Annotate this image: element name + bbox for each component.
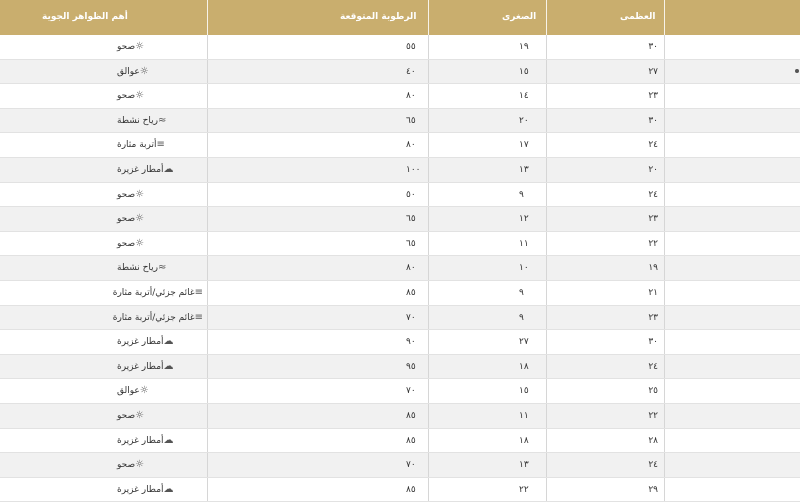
weather-content bbox=[117, 207, 146, 232]
weather-content bbox=[117, 478, 176, 502]
sun-icon: ☼ bbox=[135, 41, 145, 52]
humidity-cell: ٨٥ bbox=[406, 484, 416, 495]
min-temp-cell: ٩ bbox=[519, 312, 524, 323]
column-divider bbox=[664, 453, 665, 478]
table-row bbox=[0, 404, 800, 429]
min-temp-cell: ١٤ bbox=[519, 91, 529, 102]
weather-label: عوالق bbox=[117, 386, 140, 397]
humidity-cell: ٦٥ bbox=[406, 238, 416, 249]
weather-cell bbox=[0, 207, 205, 232]
weather-label: أتربة مثارة bbox=[117, 140, 157, 151]
weather-content bbox=[117, 158, 176, 183]
weather-content bbox=[117, 84, 146, 109]
max-temp-cell: ٢٥ bbox=[648, 386, 658, 397]
column-divider bbox=[207, 60, 208, 85]
column-divider bbox=[207, 404, 208, 429]
column-divider bbox=[664, 35, 665, 60]
humidity-cell: ٤٠ bbox=[406, 66, 416, 77]
column-divider bbox=[207, 207, 208, 232]
weather-content bbox=[117, 183, 146, 208]
wind-icon: ≈ bbox=[158, 262, 167, 274]
column-divider bbox=[207, 109, 208, 134]
weather-cell bbox=[0, 478, 205, 502]
max-temp-cell: ٢٤ bbox=[648, 361, 658, 372]
column-divider bbox=[546, 84, 547, 109]
min-temp-cell: ١٣ bbox=[519, 165, 529, 175]
column-divider bbox=[207, 355, 208, 380]
humidity-cell: ٨٥ bbox=[406, 411, 416, 421]
weather-cell bbox=[0, 256, 205, 281]
min-temp-cell: ١٥ bbox=[519, 66, 529, 77]
max-temp-cell: ٢٨ bbox=[648, 435, 658, 446]
min-temp-cell: ١٢ bbox=[519, 214, 529, 225]
column-divider bbox=[428, 429, 429, 454]
column-divider bbox=[207, 281, 208, 306]
table-row bbox=[0, 478, 800, 502]
column-divider bbox=[428, 355, 429, 380]
weather-content bbox=[117, 429, 176, 454]
weather-label: أمطار غزيرة bbox=[117, 484, 164, 495]
humidity-cell: ٧٠ bbox=[406, 460, 416, 471]
weather-cell bbox=[0, 158, 205, 183]
weather-content bbox=[117, 60, 151, 85]
weather-label: أمطار غزيرة bbox=[117, 165, 164, 175]
weather-label: صحو bbox=[117, 91, 136, 102]
column-divider bbox=[428, 330, 429, 355]
header-max: العظمى bbox=[620, 12, 656, 22]
weather-content bbox=[113, 306, 205, 331]
min-temp-cell: ٢٧ bbox=[519, 337, 529, 348]
column-divider bbox=[664, 207, 665, 232]
column-divider bbox=[428, 133, 429, 158]
column-divider bbox=[546, 109, 547, 134]
rain-cloud-icon: ☁ bbox=[163, 360, 174, 372]
weather-label: صحو bbox=[117, 411, 136, 421]
table-row bbox=[0, 306, 800, 331]
weather-cell bbox=[0, 355, 205, 380]
max-temp-cell: ٢٠ bbox=[648, 165, 658, 175]
humidity-cell: ٩٥ bbox=[406, 361, 416, 372]
sun-icon: ☼ bbox=[135, 237, 145, 249]
weather-cell bbox=[0, 133, 205, 158]
column-divider bbox=[664, 478, 665, 502]
min-temp-cell: ١٥ bbox=[519, 386, 529, 397]
humidity-cell: ٥٥ bbox=[406, 42, 416, 52]
column-divider bbox=[664, 379, 665, 404]
dust-icon: ≡ bbox=[156, 139, 165, 151]
column-divider bbox=[207, 183, 208, 208]
table-row bbox=[0, 207, 800, 232]
column-divider bbox=[428, 453, 429, 478]
column-divider bbox=[546, 133, 547, 158]
max-temp-cell: ٢٤ bbox=[648, 189, 658, 200]
table-row bbox=[0, 453, 800, 478]
column-divider bbox=[428, 404, 429, 429]
column-divider bbox=[546, 306, 547, 331]
column-divider bbox=[546, 404, 547, 429]
column-divider bbox=[428, 60, 429, 85]
table-row bbox=[0, 281, 800, 306]
weather-cell bbox=[0, 453, 205, 478]
column-divider bbox=[207, 330, 208, 355]
column-divider bbox=[664, 232, 665, 257]
bullet-dot bbox=[795, 69, 799, 73]
rain-cloud-icon: ☁ bbox=[163, 483, 174, 495]
dust-icon: ≡ bbox=[194, 287, 203, 298]
column-divider bbox=[428, 207, 429, 232]
column-divider bbox=[664, 60, 665, 85]
weather-label: غائم جزئي/أتربة مثارة bbox=[112, 312, 195, 323]
max-temp-cell: ٢٩ bbox=[648, 484, 658, 495]
column-divider bbox=[664, 183, 665, 208]
weather-content bbox=[117, 355, 176, 380]
column-divider bbox=[664, 306, 665, 331]
sun-icon: ☼ bbox=[135, 410, 145, 421]
max-temp-cell: ٢٢ bbox=[648, 411, 658, 421]
header-humidity: الرطوبة المتوقعة bbox=[340, 12, 417, 22]
weather-cell bbox=[0, 109, 205, 134]
column-divider bbox=[207, 379, 208, 404]
max-temp-cell: ٢٢ bbox=[648, 238, 658, 249]
table-row bbox=[0, 133, 800, 158]
min-temp-cell: ٢٠ bbox=[519, 115, 529, 126]
weather-label: صحو bbox=[117, 460, 136, 471]
column-divider bbox=[207, 306, 208, 331]
min-temp-cell: ١٨ bbox=[519, 361, 529, 372]
weather-content bbox=[117, 109, 168, 134]
header-divider bbox=[207, 0, 208, 35]
min-temp-cell: ٩ bbox=[519, 189, 524, 200]
weather-cell bbox=[0, 84, 205, 109]
column-divider bbox=[207, 84, 208, 109]
weather-label: رياح نشطة bbox=[117, 263, 159, 274]
column-divider bbox=[664, 281, 665, 306]
column-divider bbox=[664, 429, 665, 454]
humidity-cell: ٦٥ bbox=[406, 214, 416, 225]
weather-label: عوالق bbox=[117, 66, 140, 77]
humidity-cell: ٨٠ bbox=[406, 91, 416, 102]
weather-content bbox=[117, 453, 146, 478]
column-divider bbox=[664, 158, 665, 183]
column-divider bbox=[207, 429, 208, 454]
weather-content bbox=[117, 232, 146, 257]
column-divider bbox=[207, 133, 208, 158]
column-divider bbox=[664, 133, 665, 158]
weather-cell bbox=[0, 429, 205, 454]
column-divider bbox=[428, 281, 429, 306]
weather-cell bbox=[0, 330, 205, 355]
humidity-cell: ٧٠ bbox=[406, 386, 416, 397]
weather-cell bbox=[0, 404, 205, 429]
weather-content bbox=[117, 379, 151, 404]
min-temp-cell: ١٧ bbox=[519, 140, 529, 151]
humidity-cell: ٨٠ bbox=[406, 263, 416, 274]
max-temp-cell: ٣٠ bbox=[648, 42, 658, 52]
humidity-cell: ٧٠ bbox=[406, 312, 416, 323]
table-row bbox=[0, 109, 800, 134]
column-divider bbox=[664, 84, 665, 109]
humidity-cell: ٩٠ bbox=[406, 337, 416, 348]
weather-cell bbox=[0, 183, 205, 208]
max-temp-cell: ١٩ bbox=[648, 263, 658, 274]
table-header bbox=[0, 0, 800, 35]
column-divider bbox=[546, 478, 547, 502]
humidity-cell: ٨٥ bbox=[406, 435, 416, 446]
max-temp-cell: ٢٧ bbox=[648, 66, 658, 77]
max-temp-cell: ٢٤ bbox=[648, 460, 658, 471]
sun-icon: ☼ bbox=[139, 385, 149, 397]
column-divider bbox=[428, 35, 429, 60]
weather-label: رياح نشطة bbox=[117, 115, 159, 126]
weather-cell bbox=[0, 306, 205, 331]
weather-cell bbox=[0, 281, 205, 306]
dust-icon: ≡ bbox=[194, 311, 203, 323]
sun-icon: ☼ bbox=[139, 65, 149, 77]
weather-cell bbox=[0, 232, 205, 257]
weather-label: صحو bbox=[117, 238, 136, 249]
column-divider bbox=[546, 35, 547, 60]
humidity-cell: ٨٥ bbox=[406, 288, 416, 298]
column-divider bbox=[664, 256, 665, 281]
humidity-cell: ٦٥ bbox=[406, 115, 416, 126]
weather-label: أمطار غزيرة bbox=[117, 361, 164, 372]
rain-cloud-icon: ☁ bbox=[163, 164, 174, 175]
weather-cell bbox=[0, 35, 205, 60]
column-divider bbox=[428, 183, 429, 208]
header-divider bbox=[428, 0, 429, 35]
column-divider bbox=[428, 306, 429, 331]
column-divider bbox=[546, 281, 547, 306]
weather-label: صحو bbox=[117, 42, 136, 52]
column-divider bbox=[207, 158, 208, 183]
min-temp-cell: ٩ bbox=[519, 288, 524, 298]
column-divider bbox=[207, 232, 208, 257]
sun-icon: ☼ bbox=[135, 459, 145, 471]
table-row bbox=[0, 429, 800, 454]
column-divider bbox=[546, 60, 547, 85]
column-divider bbox=[546, 207, 547, 232]
column-divider bbox=[428, 478, 429, 502]
column-divider bbox=[428, 232, 429, 257]
column-divider bbox=[428, 109, 429, 134]
min-temp-cell: ٢٢ bbox=[519, 484, 529, 495]
sun-icon: ☼ bbox=[135, 188, 145, 200]
humidity-cell: ٨٠ bbox=[406, 140, 416, 151]
column-divider bbox=[546, 429, 547, 454]
column-divider bbox=[428, 256, 429, 281]
weather-label: أمطار غزيرة bbox=[117, 337, 164, 348]
weather-content bbox=[117, 330, 176, 355]
weather-label: صحو bbox=[117, 189, 136, 200]
table-row bbox=[0, 379, 800, 404]
column-divider bbox=[207, 35, 208, 60]
max-temp-cell: ٢٣ bbox=[648, 91, 658, 102]
table-row bbox=[0, 330, 800, 355]
column-divider bbox=[428, 84, 429, 109]
max-temp-cell: ٢٣ bbox=[648, 214, 658, 225]
min-temp-cell: ١٣ bbox=[519, 460, 529, 471]
column-divider bbox=[546, 330, 547, 355]
column-divider bbox=[664, 109, 665, 134]
weather-label: أمطار غزيرة bbox=[117, 435, 164, 446]
header-min: الصغرى bbox=[502, 12, 537, 22]
weather-cell bbox=[0, 379, 205, 404]
table-row bbox=[0, 158, 800, 183]
column-divider bbox=[428, 158, 429, 183]
column-divider bbox=[546, 256, 547, 281]
humidity-cell: ١٠٠ bbox=[406, 165, 421, 175]
column-divider bbox=[664, 404, 665, 429]
column-divider bbox=[546, 355, 547, 380]
table-row bbox=[0, 84, 800, 109]
table-row bbox=[0, 60, 800, 85]
wind-icon: ≈ bbox=[158, 114, 167, 126]
weather-content bbox=[113, 281, 205, 306]
header-divider bbox=[664, 0, 665, 35]
table-row bbox=[0, 35, 800, 60]
table-row bbox=[0, 256, 800, 281]
min-temp-cell: ١٠ bbox=[519, 263, 529, 274]
weather-content bbox=[117, 35, 146, 60]
column-divider bbox=[207, 478, 208, 502]
column-divider bbox=[207, 256, 208, 281]
column-divider bbox=[546, 379, 547, 404]
column-divider bbox=[546, 183, 547, 208]
max-temp-cell: ٢٣ bbox=[648, 312, 658, 323]
column-divider bbox=[546, 158, 547, 183]
min-temp-cell: ١١ bbox=[519, 411, 529, 421]
header-divider bbox=[546, 0, 547, 35]
max-temp-cell: ٢٤ bbox=[648, 140, 658, 151]
max-temp-cell: ٣٠ bbox=[648, 115, 658, 126]
column-divider bbox=[207, 453, 208, 478]
column-divider bbox=[546, 232, 547, 257]
max-temp-cell: ٣٠ bbox=[648, 337, 658, 348]
sun-icon: ☼ bbox=[135, 90, 145, 102]
weather-content bbox=[117, 133, 167, 158]
weather-label: غائم جزئي/أتربة مثارة bbox=[112, 288, 195, 298]
rain-cloud-icon: ☁ bbox=[163, 434, 174, 446]
max-temp-cell: ٢١ bbox=[648, 288, 658, 298]
weather-label: صحو bbox=[117, 214, 136, 225]
column-divider bbox=[664, 355, 665, 380]
sun-icon: ☼ bbox=[135, 213, 145, 225]
column-divider bbox=[546, 453, 547, 478]
rain-cloud-icon: ☁ bbox=[163, 336, 174, 348]
header-weather: أهم الظواهر الجوية bbox=[42, 12, 128, 22]
table-row bbox=[0, 355, 800, 380]
column-divider bbox=[664, 330, 665, 355]
min-temp-cell: ١١ bbox=[519, 238, 529, 249]
min-temp-cell: ١٨ bbox=[519, 435, 529, 446]
min-temp-cell: ١٩ bbox=[519, 42, 529, 52]
weather-cell bbox=[0, 60, 205, 85]
table-row bbox=[0, 183, 800, 208]
humidity-cell: ٥٠ bbox=[406, 189, 416, 200]
weather-content bbox=[117, 256, 168, 281]
table-row bbox=[0, 232, 800, 257]
column-divider bbox=[428, 379, 429, 404]
weather-content bbox=[117, 404, 146, 429]
